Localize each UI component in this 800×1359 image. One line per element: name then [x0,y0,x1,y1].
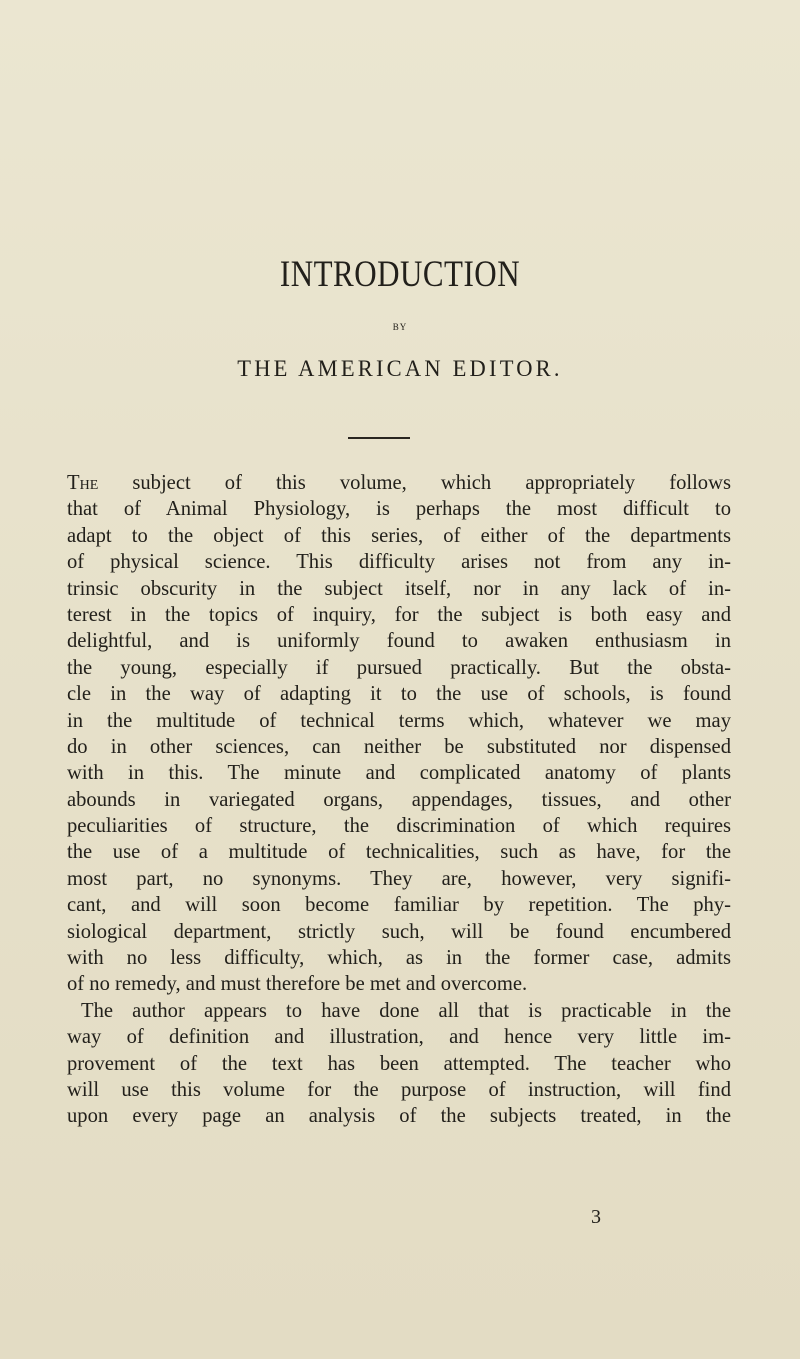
first-word: The [67,472,99,494]
paragraph-line: peculiarities of structure, the discrimination of which requires [67,815,731,838]
paragraph-line: trinsic obscurity in the subject itself, nor in any lack of in- [67,577,731,600]
paragraph-line: most part, no synonyms. They are, however, very signifi- [67,867,731,890]
paragraph-line [67,470,731,496]
paragraph-line: that of Animal Physiology, is perhaps the most difficult to [67,498,731,521]
paragraph-line: of no remedy, and must therefore be met and overcome. [67,973,528,996]
paragraph-line: adapt to the object of this series, of either of the departments [67,524,731,547]
paragraph-line: in the multitude of technical terms which, whatever we may [67,709,731,732]
paragraph-line: delightful, and is uniformly found to awaken enthusiasm in [67,630,731,653]
body-text [67,470,731,1130]
paragraph-line: with no less difficulty, which, as in the former case, admits [67,947,731,970]
page-number: 3 [591,1206,601,1228]
paragraph-line: of physical science. This difficulty arises not from any in- [67,551,731,574]
first-line-rest: subject of this volume, which appropriately follows [98,472,731,494]
paragraph-line: terest in the topics of inquiry, for the subject is both easy and [67,603,731,626]
paragraph-line: provement of the text has been attempted. The teacher who [67,1052,731,1075]
paragraph-line: abounds in variegated organs, appendages, tissues, and other [67,788,731,811]
paragraph-line: will use this volume for the purpose of instruction, will find [67,1078,731,1101]
paragraph-line: way of definition and illustration, and hence very little im- [67,1026,731,1049]
section-divider [348,437,410,439]
paragraph-line: cle in the way of adapting it to the use of schools, is found [67,683,731,706]
paragraph-line: with in this. The minute and complicated anatomy of plants [67,762,731,785]
byline-author: THE AMERICAN EDITOR. [237,355,563,382]
paragraph-line: do in other sciences, can neither be substituted nor dispensed [67,735,731,758]
page-title: INTRODUCTION [279,253,521,295]
byline-by: BY [392,322,408,332]
paragraph-line: the young, especially if pursued practically. But the obsta- [67,656,731,679]
paragraph-line: cant, and will soon become familiar by repetition. The phy- [67,894,731,917]
paragraph-line: upon every page an analysis of the subjects treated, in the [67,1105,731,1128]
paragraph-line: siological department, strictly such, will be found encumbered [67,920,731,943]
paragraph-line: the use of a multitude of technicalities, such as have, for the [67,841,731,864]
paragraph-line: The author appears to have done all that is practicable in the [81,999,731,1022]
